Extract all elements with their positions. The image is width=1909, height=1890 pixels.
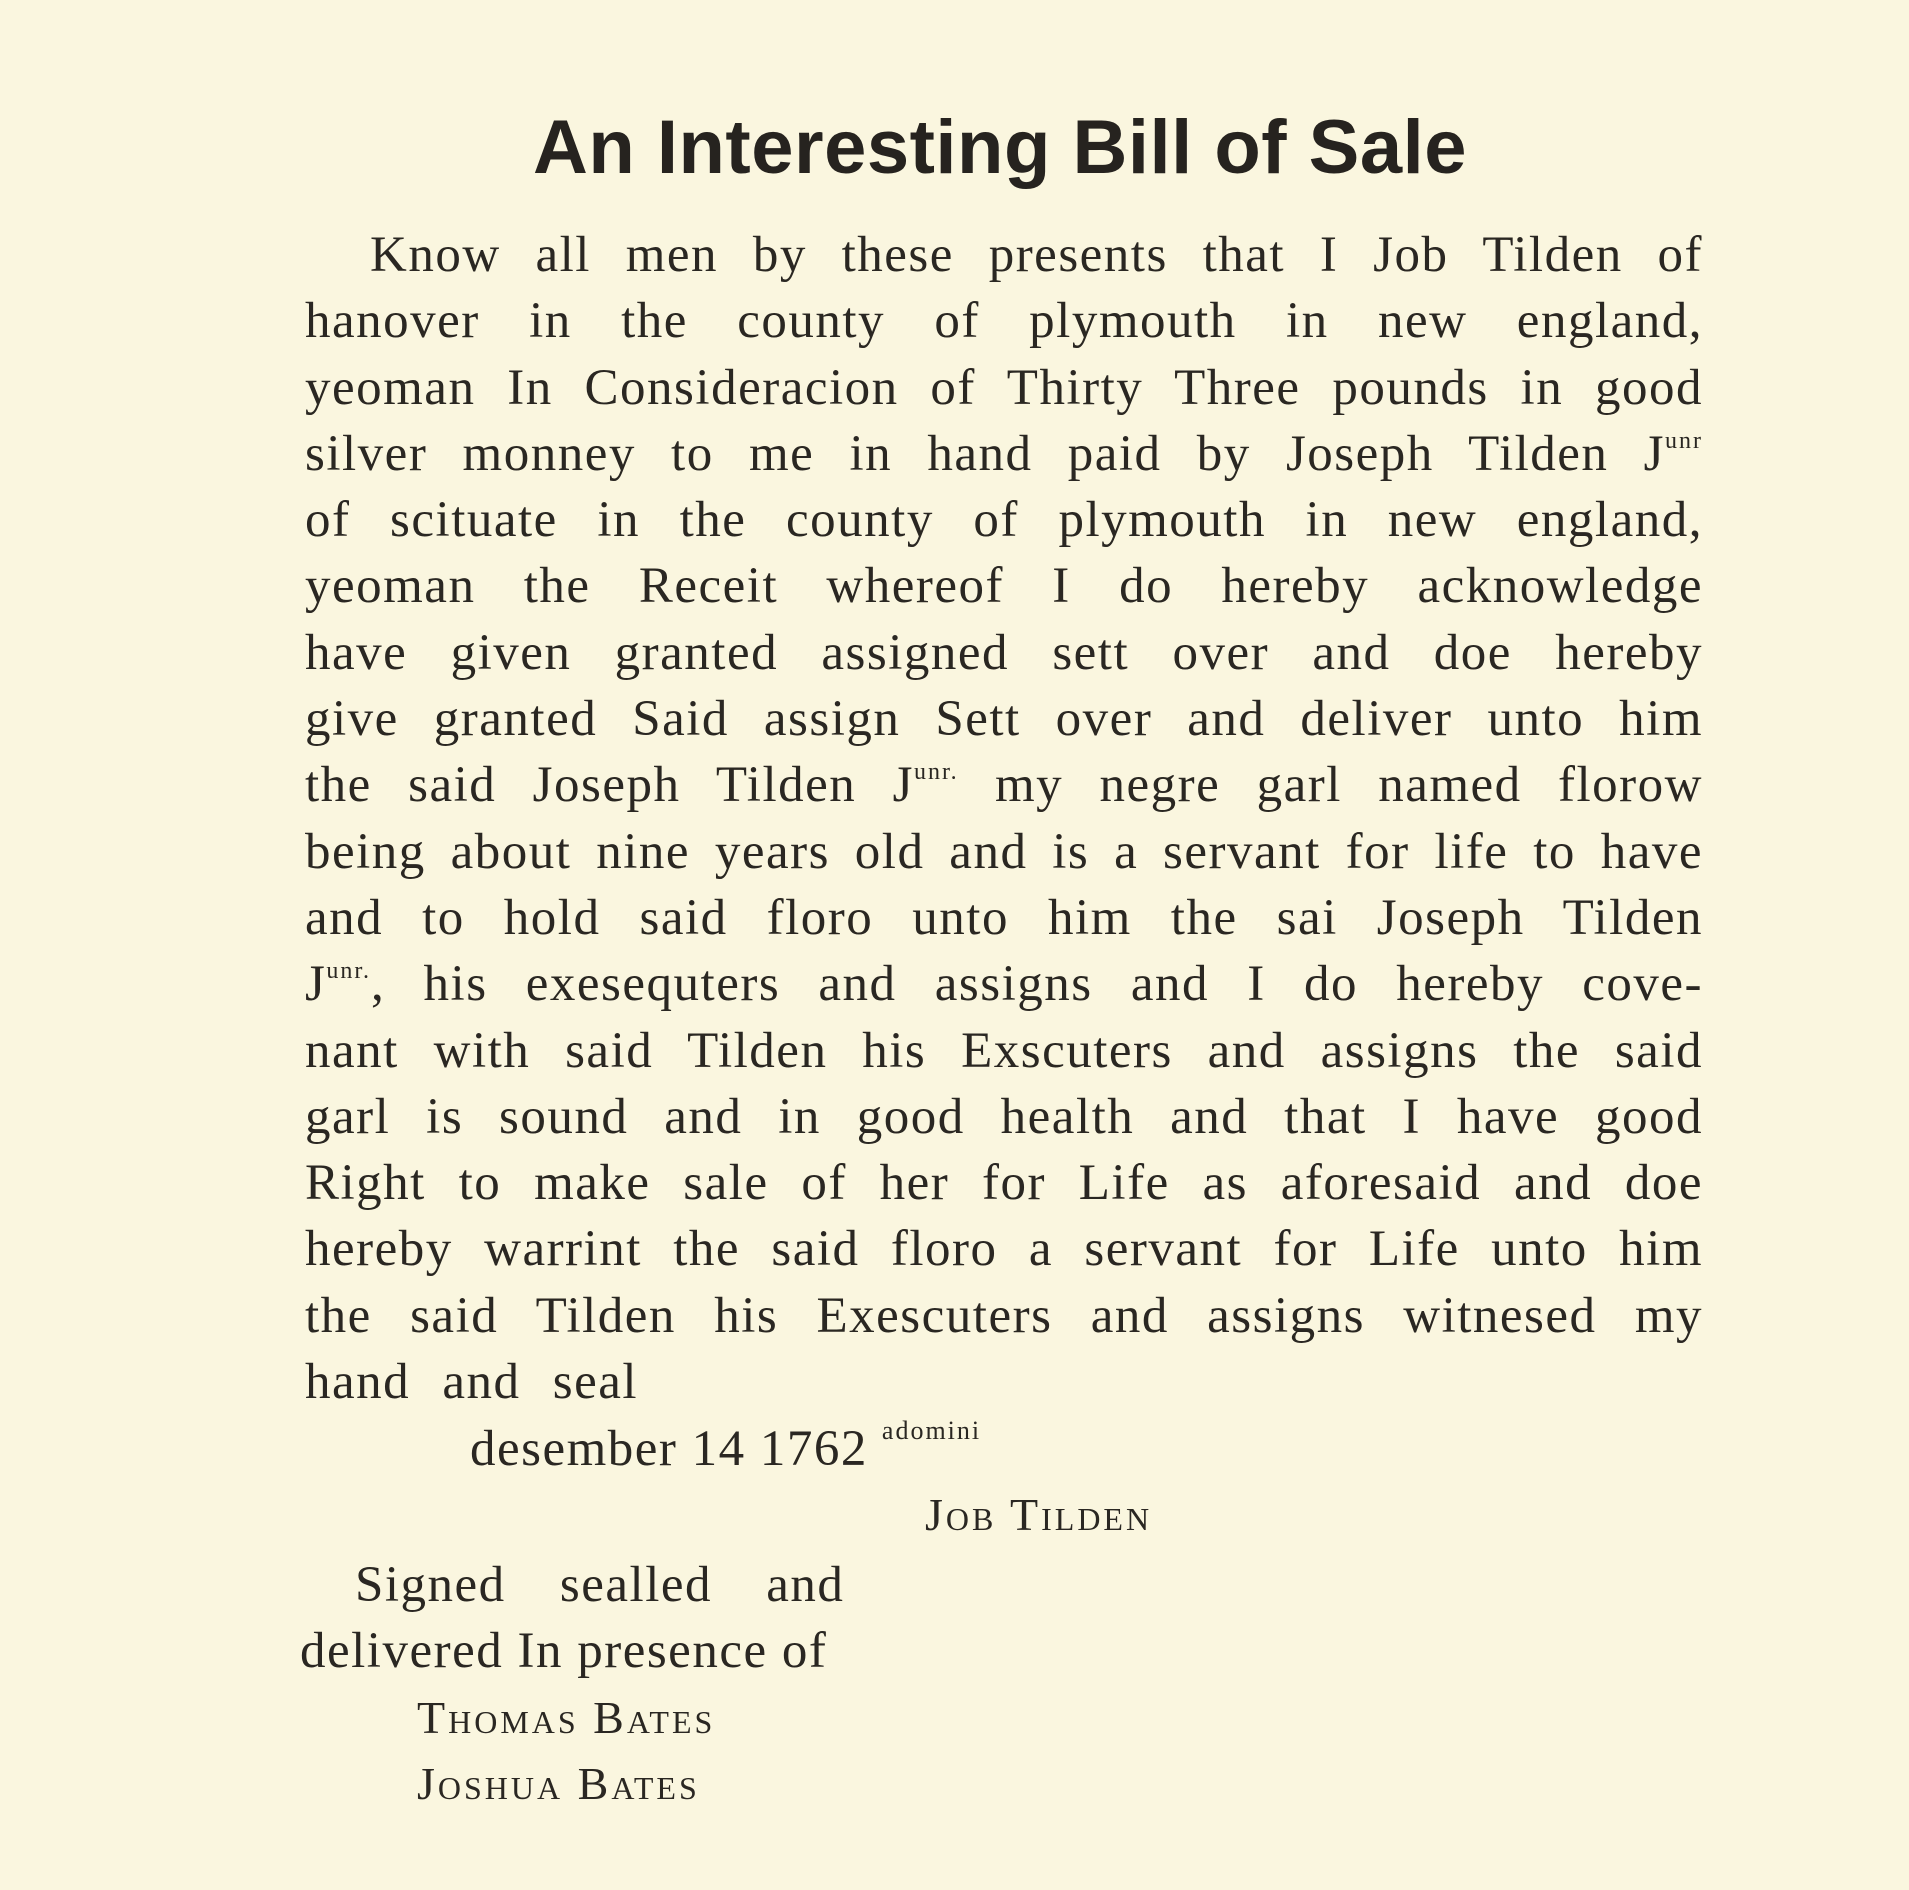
body-line <box>305 620 1703 686</box>
body-line <box>305 1349 1703 1415</box>
body-line-text: nant with said Tilden his Exscuters and assigns the said <box>305 1022 1703 1079</box>
body-line-text: J <box>305 956 327 1013</box>
signature-name: Job Tilden <box>925 1489 1153 1540</box>
body-line <box>305 1084 1703 1150</box>
body-line <box>305 421 1703 487</box>
body-line <box>305 752 1703 818</box>
body-line <box>305 885 1703 951</box>
superscript-abbrev: unr <box>1665 427 1703 454</box>
witness-name: Joshua Bates <box>417 1757 700 1809</box>
body-line <box>305 553 1703 619</box>
body-line-text: the said Joseph Tilden J <box>305 757 914 814</box>
body-line-text: give granted Said assign Sett over and deliver unto him <box>305 691 1703 748</box>
date-text: desember 14 1762 <box>470 1421 868 1477</box>
body-line-text: my negre garl named florow <box>958 757 1703 814</box>
body-line <box>305 819 1703 885</box>
witness-block <box>300 1552 844 1817</box>
superscript-abbrev: unr. <box>326 958 372 985</box>
superscript-abbrev: unr. <box>913 759 959 786</box>
bill-of-sale-body <box>305 222 1703 1415</box>
body-line <box>305 1150 1703 1216</box>
body-line <box>305 288 1703 354</box>
body-line <box>305 1018 1703 1084</box>
body-line-text: garl is sound and in good health and that I have good <box>305 1088 1703 1145</box>
body-line <box>305 487 1703 553</box>
body-line <box>305 222 1703 288</box>
body-line-text: hand and seal <box>305 1354 639 1411</box>
body-line-text: being about nine years old and is a servant for life to have <box>305 823 1703 880</box>
body-line <box>305 1283 1703 1349</box>
witness-line: Signed sealled and <box>355 1557 845 1613</box>
witness-line: delivered In presence of <box>300 1623 828 1680</box>
body-line <box>305 1216 1703 1282</box>
body-line <box>305 355 1703 421</box>
body-line-text: silver monney to me in hand paid by Joseph Tilden J <box>305 425 1665 482</box>
witness-name: Thomas Bates <box>417 1691 716 1743</box>
body-line <box>305 686 1703 752</box>
body-line-text: Know all men by these presents that I Job Tilden of <box>370 227 1703 283</box>
date-line <box>470 1416 982 1478</box>
body-line-text: hanover in the county of plymouth in new england, <box>305 293 1703 350</box>
body-line-text: yeoman In Consideracion of Thirty Three pounds in good <box>305 359 1703 416</box>
body-line-text: the said Tilden his Exescuters and assigns witnesed my <box>305 1287 1703 1344</box>
body-line-text: and to hold said floro unto him the sai Joseph Tilden <box>305 889 1703 946</box>
body-line-text: , his exesequters and assigns and I do hereby cove- <box>371 956 1703 1013</box>
body-line <box>305 951 1703 1017</box>
body-line-text: hereby warrint the said floro a servant for Life unto him <box>305 1221 1703 1278</box>
document-title: An Interesting Bill of Sale <box>532 105 1468 190</box>
body-line-text: yeoman the Receit whereof I do hereby acknowledge <box>305 558 1703 615</box>
body-line-text: have given granted assigned sett over and doe hereby <box>305 624 1703 681</box>
body-line-text: Right to make sale of her for Life as aforesaid and doe <box>305 1155 1703 1212</box>
date-superscript: adomini <box>881 1416 982 1445</box>
body-line-text: of scituate in the county of plymouth in new england, <box>305 492 1703 549</box>
